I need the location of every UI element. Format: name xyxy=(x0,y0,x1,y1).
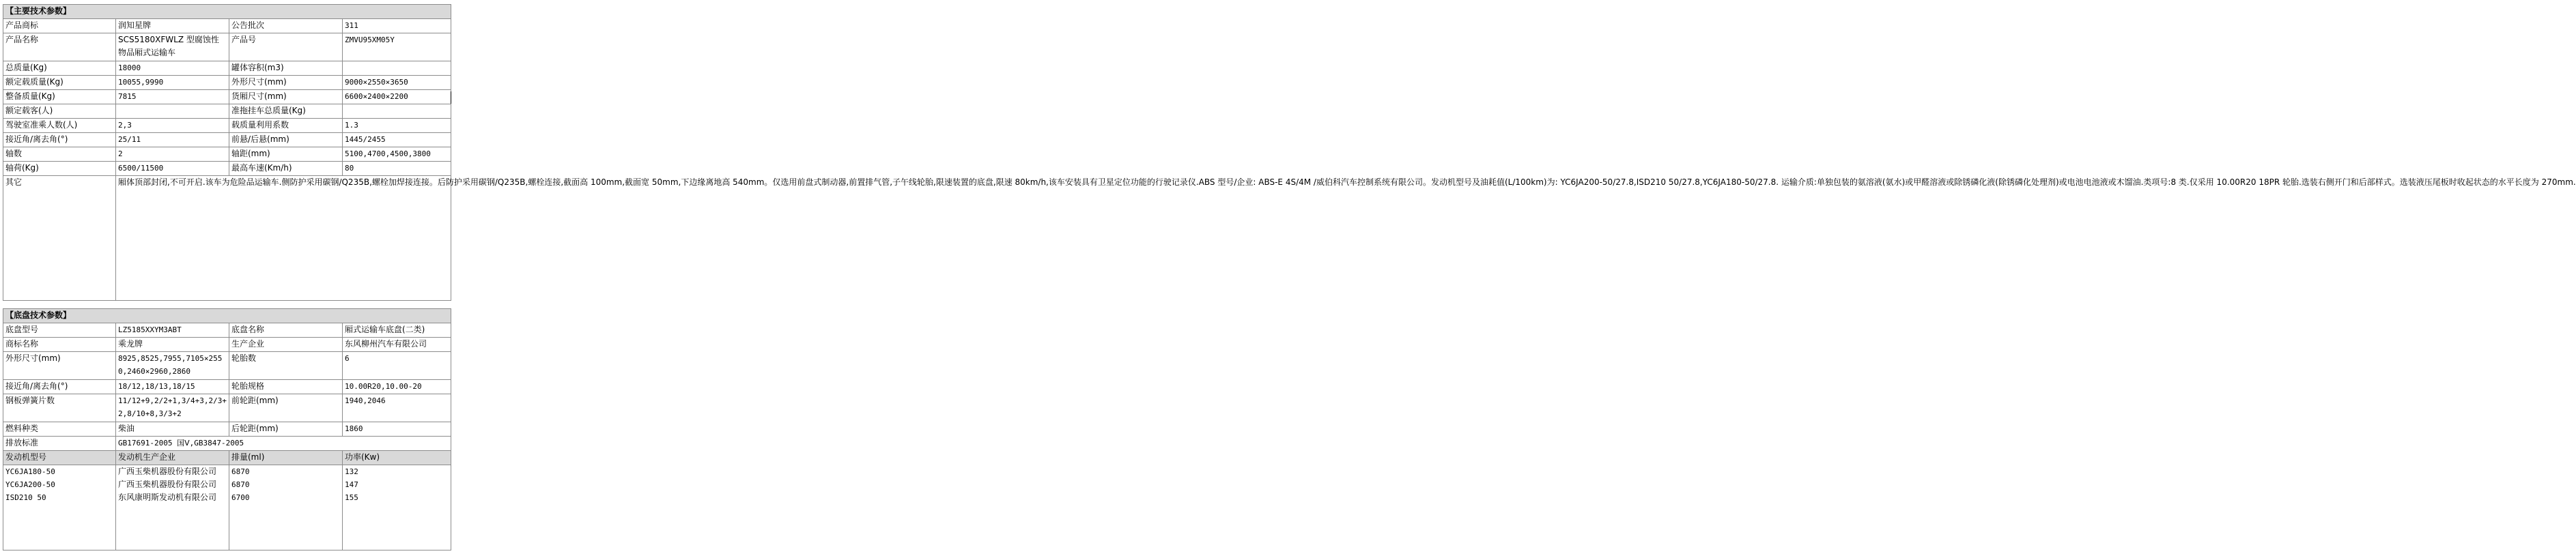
label-cell: 产品商标 xyxy=(3,19,116,33)
label-cell: 轴数 xyxy=(3,147,116,162)
label-cell: 产品名称 xyxy=(3,33,116,61)
value-cell xyxy=(343,104,451,119)
engine-power: 155 xyxy=(345,493,358,502)
label-cell: 前轮距(mm) xyxy=(229,394,343,422)
value-cell: 润知星牌 xyxy=(116,19,229,33)
label-cell: 公告批次 xyxy=(229,19,343,33)
value-cell: ZMVU95XM05Y xyxy=(343,33,451,61)
main-spec-table xyxy=(3,4,2576,301)
engine-maker: 广西玉柴机器股份有限公司 xyxy=(118,480,217,489)
label-cell: 额定载质量(Kg) xyxy=(3,76,116,90)
engine-power-cell xyxy=(343,465,451,550)
label-cell: 轮胎规格 xyxy=(229,380,343,394)
value-cell xyxy=(343,61,451,76)
value-cell: 1.3 xyxy=(343,119,451,133)
value-cell: 18/12,18/13,18/15 xyxy=(116,380,229,394)
label-cell: 最高车速(Km/h) xyxy=(229,162,343,176)
label-cell: 生产企业 xyxy=(229,338,343,352)
table-row xyxy=(3,33,451,61)
label-cell: 前悬/后悬(mm) xyxy=(229,133,343,147)
label-cell: 底盘型号 xyxy=(3,323,116,338)
value-cell: LZ5185XXYM3ABT xyxy=(116,323,229,338)
engine-displacement: 6870 xyxy=(231,480,250,489)
table-row xyxy=(3,352,451,380)
table-row xyxy=(3,422,451,437)
label-cell: 整备质量(Kg) xyxy=(3,90,116,104)
value-cell: 2 xyxy=(116,147,229,162)
value-cell: 8925,8525,7955,7105×2550,2460×2960,2860 xyxy=(116,352,229,380)
value-cell: 6600×2400×2200 xyxy=(343,90,451,104)
table-row xyxy=(3,394,451,422)
label-cell: 产品号 xyxy=(229,33,343,61)
engine-displacement: 6870 xyxy=(231,467,250,476)
label-cell: 外形尺寸(mm) xyxy=(229,76,343,90)
engine-model: YC6JA180-50 xyxy=(5,467,55,476)
engine-details-row xyxy=(3,465,451,550)
label-cell: 驾驶室准乘人数(人) xyxy=(3,119,116,133)
label-cell: 后轮距(mm) xyxy=(229,422,343,437)
chassis-spec-table xyxy=(3,308,451,550)
main-section-title: 【主要技术参数】 xyxy=(3,5,451,19)
chassis-section-title: 【底盘技术参数】 xyxy=(3,309,451,323)
value-cell: 25/11 xyxy=(116,133,229,147)
table-row xyxy=(3,323,451,338)
label-cell: 接近角/离去角(°) xyxy=(3,133,116,147)
value-cell: 柴油 xyxy=(116,422,229,437)
label-cell: 总质量(Kg) xyxy=(3,61,116,76)
label-cell: 轴荷(Kg) xyxy=(3,162,116,176)
label-cell: 额定载客(人) xyxy=(3,104,116,119)
value-cell: 乘龙牌 xyxy=(116,338,229,352)
emission-value: GB17691-2005 国Ⅴ,GB3847-2005 xyxy=(116,437,451,451)
value-cell: 2,3 xyxy=(116,119,229,133)
engine-power: 132 xyxy=(345,467,358,476)
table-row xyxy=(3,104,451,119)
engine-model-header: 发动机型号 xyxy=(3,451,116,465)
value-cell: 东风柳州汽车有限公司 xyxy=(343,338,451,352)
value-cell: 6500/11500 xyxy=(116,162,229,176)
table-row xyxy=(3,147,451,162)
table-row xyxy=(3,19,451,33)
value-cell: 10055,9990 xyxy=(116,76,229,90)
label-cell: 轴距(mm) xyxy=(229,147,343,162)
table-row xyxy=(3,133,451,147)
value-cell: 5100,4700,4500,3800 xyxy=(343,147,451,162)
engine-model: ISD210 50 xyxy=(5,493,46,502)
table-row xyxy=(3,76,451,90)
value-cell: 311 xyxy=(343,19,451,33)
value-cell: 9000×2550×3650 xyxy=(343,76,451,90)
value-cell: 18000 xyxy=(116,61,229,76)
engine-displacement: 6700 xyxy=(231,493,250,502)
engine-power: 147 xyxy=(345,480,358,489)
engine-maker-header: 发动机生产企业 xyxy=(116,451,229,465)
label-cell: 外形尺寸(mm) xyxy=(3,352,116,380)
value-cell: 1445/2455 xyxy=(343,133,451,147)
value-cell: 厢式运输车底盘(二类) xyxy=(343,323,451,338)
emission-row xyxy=(3,437,451,451)
table-row xyxy=(3,119,451,133)
value-cell: 10.00R20,10.00-20 xyxy=(343,380,451,394)
table-row xyxy=(3,380,451,394)
engine-displacement-cell xyxy=(229,465,343,550)
value-cell: 11/12+9,2/2+1,3/4+3,2/3+2,8/10+8,3/3+2 xyxy=(116,394,229,422)
label-cell: 罐体容积(m3) xyxy=(229,61,343,76)
value-cell: 1940,2046 xyxy=(343,394,451,422)
engine-maker: 东风康明斯发动机有限公司 xyxy=(118,493,217,502)
other-row xyxy=(3,176,451,301)
label-cell: 载质量利用系数 xyxy=(229,119,343,133)
value-cell xyxy=(116,104,229,119)
label-cell: 准拖挂车总质量(Kg) xyxy=(229,104,343,119)
label-cell: 钢板弹簧片数 xyxy=(3,394,116,422)
value-cell: 80 xyxy=(343,162,451,176)
engine-model-cell xyxy=(3,465,116,550)
value-cell: 1860 xyxy=(343,422,451,437)
table-row xyxy=(3,61,451,76)
label-cell: 货厢尺寸(mm) xyxy=(229,90,343,104)
engine-displacement-header: 排量(ml) xyxy=(229,451,343,465)
other-text: 厢体顶部封闭,不可开启.该车为危险品运输车.侧防护采用碳钢/Q235B,螺栓加焊接连接。后防护采用碳钢/Q235B,螺栓连接,截面高 100mm,截面宽 50mm,下边缘离地高 540mm。仅选用前盘式制动器,前置排气管,子午线轮胎,限速装置的底盘,限速 80km/h,该车安装具有卫星定位功能的行驶记录仪.ABS 型号/企业: ABS-E 4S/4M /威伯科汽车控制系统有限公司。发动机型号及油耗值(L/100km)为: YC6JA200-50/27.8,ISD210 50/27.8,YC6JA180-50/27.8. 运输介质:单独包装的氨溶液(氨水)或甲醛溶液或除锈磷化液(除锈磷化处理剂)或电池电池液或木馏油.类项号:8 类.仅采用 10.00R20 18PR 轮胎.选装右侧开门和后部样式。选装液压尾板时收起状态的水平长度为 270mm. xyxy=(116,176,451,301)
engine-maker-cell xyxy=(116,465,229,550)
label-cell: 轮胎数 xyxy=(229,352,343,380)
engine-power-header: 功率(Kw) xyxy=(343,451,451,465)
other-label: 其它 xyxy=(3,176,116,301)
value-cell: 6 xyxy=(343,352,451,380)
emission-label: 排放标准 xyxy=(3,437,116,451)
label-cell: 底盘名称 xyxy=(229,323,343,338)
label-cell: 接近角/离去角(°) xyxy=(3,380,116,394)
table-row xyxy=(3,338,451,352)
table-row xyxy=(3,162,451,176)
label-cell: 商标名称 xyxy=(3,338,116,352)
engine-maker: 广西玉柴机器股份有限公司 xyxy=(118,467,217,476)
value-cell: SCS5180XFWLZ 型腐蚀性物品厢式运输车 xyxy=(116,33,229,61)
value-cell: 7815 xyxy=(116,90,229,104)
table-row xyxy=(3,90,451,104)
engine-model: YC6JA200-50 xyxy=(5,480,55,489)
engine-header-row xyxy=(3,451,451,465)
label-cell: 燃料种类 xyxy=(3,422,116,437)
